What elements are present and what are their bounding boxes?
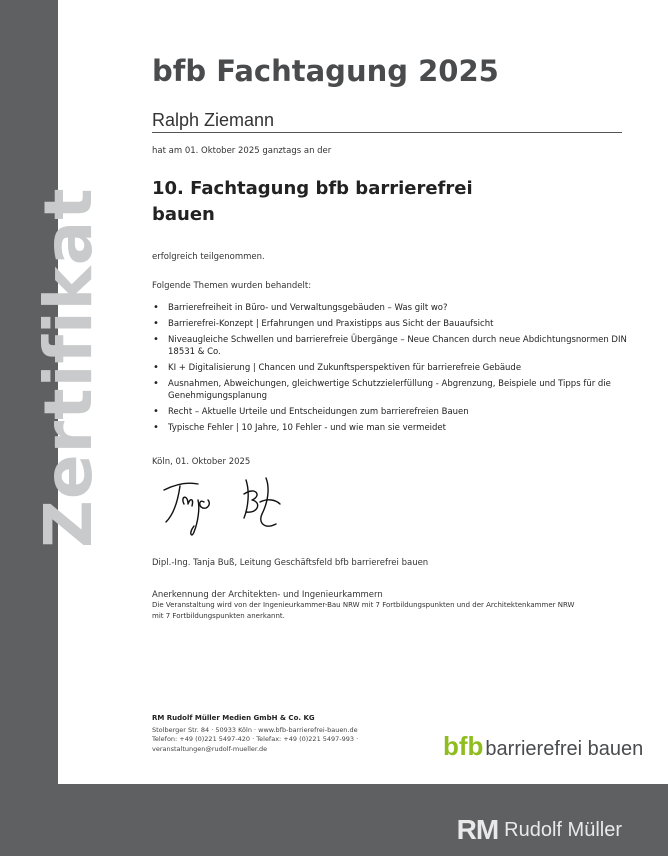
signatory: Dipl.-Ing. Tanja Buß, Leitung Geschäftsfeld bfb barrierefrei bauen: [152, 558, 429, 568]
topic-item: • Barrierefreiheit in Büro- und Verwaltungsgebäuden – Was gilt wo?: [152, 302, 652, 314]
attendance-line: hat am 01. Oktober 2025 ganztags an der: [152, 146, 332, 156]
certificate-vertical-label: Zertifikat: [30, 187, 107, 548]
imprint-address: Stolberger Str. 84 · 50933 Köln · www.bfb-barrierefrei-bauen.de: [152, 725, 358, 734]
imprint-company: RM Rudolf Müller Medien GmbH & Co. KG: [152, 714, 315, 722]
imprint-phone: Telefon: +49 (0)221 5497-420 · Telefax: +49 (0)221 5497-993 ·: [152, 735, 359, 743]
topic-item: • Ausnahmen, Abweichungen, gleichwertige Schutzzielerfüllung - Abgrenzung, Beispiele und Tipps für die Genehmigungsplanung: [152, 378, 652, 402]
recognition-line-1: Die Veranstaltung wird von der Ingenieurkammer-Bau NRW mit 7 Fortbildungspunkten und der Architektenkammer NRW: [152, 601, 575, 609]
bfb-logo: [443, 731, 643, 762]
footer-bar: [0, 784, 668, 856]
topics-list: [152, 302, 652, 438]
participant-name: Ralph Ziemann: [152, 110, 622, 133]
topic-item: • KI + Digitalisierung | Chancen und Zukunftsperspektiven für barrierefreie Gebäude: [152, 362, 652, 374]
recognition-line-2: mit 7 Fortbildungspunkten anerkannt.: [152, 612, 285, 620]
rm-logo-mark: RM: [456, 814, 499, 845]
bfb-logo-text: barrierefrei bauen: [485, 738, 644, 760]
recognition-title: Anerkennung der Architekten- und Ingenieurkammern: [152, 590, 383, 600]
rudolf-mueller-logo: [457, 814, 622, 846]
place-date: Köln, 01. Oktober 2025: [152, 457, 251, 467]
result-line: erfolgreich teilgenommen.: [152, 252, 265, 262]
topic-item: • Typische Fehler | 10 Jahre, 10 Fehler - und wie man sie vermeidet: [152, 422, 652, 434]
certificate-title: bfb Fachtagung 2025: [152, 54, 499, 88]
bfb-logo-mark: bfb: [443, 731, 484, 761]
topic-item: • Barrierefrei-Konzept | Erfahrungen und Praxistipps aus Sicht der Bauaufsicht: [152, 318, 652, 330]
topic-item: • Recht – Aktuelle Urteile und Entscheidungen zum barrierefreien Bauen: [152, 406, 652, 418]
imprint-email: veranstaltungen@rudolf-mueller.de: [152, 744, 268, 753]
signature-image: [158, 474, 298, 544]
topics-intro: Folgende Themen wurden behandelt:: [152, 281, 312, 291]
rm-logo-text: Rudolf Müller: [504, 818, 622, 841]
imprint: [152, 714, 358, 754]
topic-item: • Niveaugleiche Schwellen und barrierefreie Übergänge – Neue Chancen durch neue Abdichtungsnormen DIN 18531 & Co.: [152, 334, 652, 358]
event-name: 10. Fachtagung bfb barrierefrei bauen: [152, 178, 473, 225]
